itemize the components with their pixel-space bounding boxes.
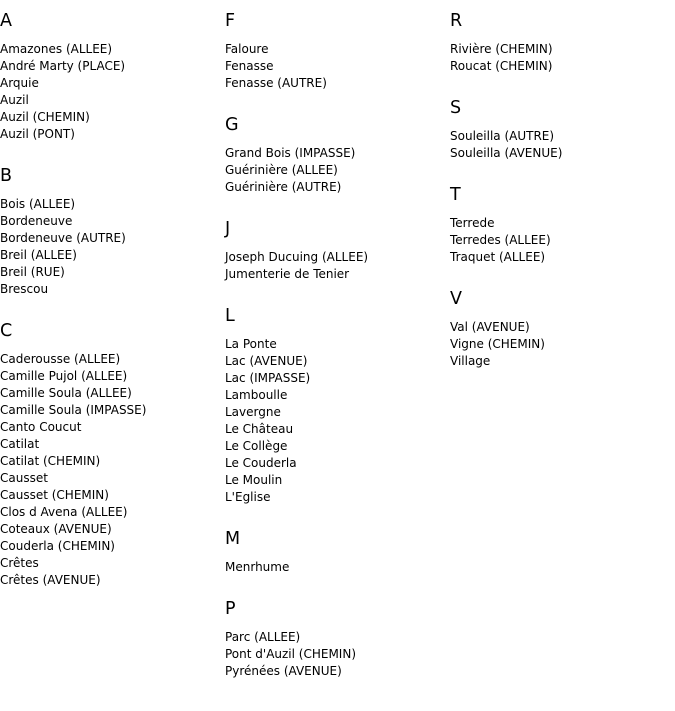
letter-heading: F (225, 11, 236, 31)
street-link[interactable]: Breil (ALLEE) (0, 248, 77, 262)
street-link[interactable]: Caderousse (ALLEE) (0, 352, 121, 366)
street-link[interactable]: Auzil (PONT) (0, 127, 75, 141)
street-link[interactable]: Terredes (ALLEE) (450, 233, 551, 247)
street-link[interactable]: André Marty (PLACE) (0, 59, 126, 73)
letter-group (450, 11, 670, 75)
street-link[interactable]: L'Eglise (225, 490, 271, 504)
street-list (225, 336, 445, 506)
letter-group (450, 185, 670, 266)
street-link[interactable]: Grand Bois (IMPASSE) (225, 146, 356, 160)
street-link[interactable]: Clos d Avena (ALLEE) (0, 505, 128, 519)
street-link[interactable]: Camille Soula (IMPASSE) (0, 403, 147, 417)
street-link[interactable]: Rivière (CHEMIN) (450, 42, 553, 56)
street-list (0, 41, 220, 143)
street-link[interactable]: Bordeneuve (AUTRE) (0, 231, 126, 245)
street-link[interactable]: Roucat (CHEMIN) (450, 59, 553, 73)
street-link[interactable]: Lamboulle (225, 388, 288, 402)
street-link[interactable]: Pont d'Auzil (CHEMIN) (225, 647, 357, 661)
street-link[interactable]: Terrede (450, 216, 495, 230)
letter-heading: B (0, 166, 13, 186)
street-link[interactable]: Le Couderla (225, 456, 297, 470)
street-link[interactable]: Arquie (0, 76, 39, 90)
street-link[interactable]: Lac (AVENUE) (225, 354, 308, 368)
street-link[interactable]: Guérinière (AUTRE) (225, 180, 342, 194)
letter-group (225, 529, 445, 576)
street-link[interactable]: Auzil (0, 93, 29, 107)
street-link[interactable]: Jumenterie de Tenier (225, 267, 350, 281)
street-link[interactable]: Causset (CHEMIN) (0, 488, 109, 502)
street-link[interactable]: Auzil (CHEMIN) (0, 110, 90, 124)
street-index-column (225, 11, 445, 703)
street-link[interactable]: Crêtes (0, 556, 39, 570)
street-list (0, 196, 220, 298)
street-link[interactable]: Brescou (0, 282, 49, 296)
letter-group (0, 166, 220, 298)
street-list (450, 215, 670, 266)
letter-heading: J (225, 219, 231, 239)
street-list (450, 41, 670, 75)
street-list (225, 41, 445, 92)
letter-heading: A (0, 11, 12, 31)
street-link[interactable]: Village (450, 354, 491, 368)
letter-group (450, 289, 670, 370)
letter-group (225, 219, 445, 283)
street-link[interactable]: Bois (ALLEE) (0, 197, 76, 211)
street-link[interactable]: Lac (IMPASSE) (225, 371, 311, 385)
letter-group (225, 599, 445, 680)
street-link[interactable]: Parc (ALLEE) (225, 630, 301, 644)
street-link[interactable]: Camille Soula (ALLEE) (0, 386, 132, 400)
street-list (450, 128, 670, 162)
street-list (225, 145, 445, 196)
street-link[interactable]: Vigne (CHEMIN) (450, 337, 545, 351)
street-link[interactable]: Coteaux (AVENUE) (0, 522, 112, 536)
street-link[interactable]: Catilat (0, 437, 40, 451)
letter-heading: T (450, 185, 461, 205)
street-link[interactable]: Guérinière (ALLEE) (225, 163, 338, 177)
street-link[interactable]: Couderla (CHEMIN) (0, 539, 115, 553)
letter-group (0, 11, 220, 143)
street-link[interactable]: Menrhume (225, 560, 290, 574)
letter-heading: M (225, 529, 241, 549)
street-index-column (450, 11, 670, 393)
street-link[interactable]: Val (AVENUE) (450, 320, 530, 334)
letter-group (225, 115, 445, 196)
letter-group (225, 306, 445, 506)
letter-heading: R (450, 11, 463, 31)
street-link[interactable]: Fenasse (AUTRE) (225, 76, 327, 90)
street-list (225, 249, 445, 283)
street-list (0, 351, 220, 589)
street-link[interactable]: Camille Pujol (ALLEE) (0, 369, 128, 383)
street-link[interactable]: Canto Coucut (0, 420, 82, 434)
street-link[interactable]: Causset (0, 471, 48, 485)
street-link[interactable]: La Ponte (225, 337, 277, 351)
street-link[interactable]: Bordeneuve (0, 214, 73, 228)
street-link[interactable]: Amazones (ALLEE) (0, 42, 113, 56)
street-link[interactable]: Le Collège (225, 439, 288, 453)
letter-heading: V (450, 289, 462, 309)
letter-heading: S (450, 98, 462, 118)
letter-heading: L (225, 306, 235, 326)
street-index-column (0, 11, 220, 612)
street-link[interactable]: Lavergne (225, 405, 281, 419)
street-link[interactable]: Pyrénées (AVENUE) (225, 664, 342, 678)
street-link[interactable]: Traquet (ALLEE) (450, 250, 546, 264)
street-list (450, 319, 670, 370)
street-link[interactable]: Faloure (225, 42, 269, 56)
letter-heading: G (225, 115, 239, 135)
street-link[interactable]: Le Château (225, 422, 294, 436)
street-list (225, 559, 445, 576)
street-link[interactable]: Crêtes (AVENUE) (0, 573, 101, 587)
letter-group (225, 11, 445, 92)
street-link[interactable]: Souleilla (AUTRE) (450, 129, 555, 143)
letter-group (450, 98, 670, 162)
letter-heading: P (225, 599, 236, 619)
street-link[interactable]: Catilat (CHEMIN) (0, 454, 101, 468)
street-list (225, 629, 445, 680)
letter-group (0, 321, 220, 589)
letter-heading: C (0, 321, 13, 341)
street-link[interactable]: Souleilla (AVENUE) (450, 146, 563, 160)
street-link[interactable]: Fenasse (225, 59, 274, 73)
street-link[interactable]: Joseph Ducuing (ALLEE) (225, 250, 369, 264)
street-link[interactable]: Le Moulin (225, 473, 283, 487)
street-link[interactable]: Breil (RUE) (0, 265, 65, 279)
